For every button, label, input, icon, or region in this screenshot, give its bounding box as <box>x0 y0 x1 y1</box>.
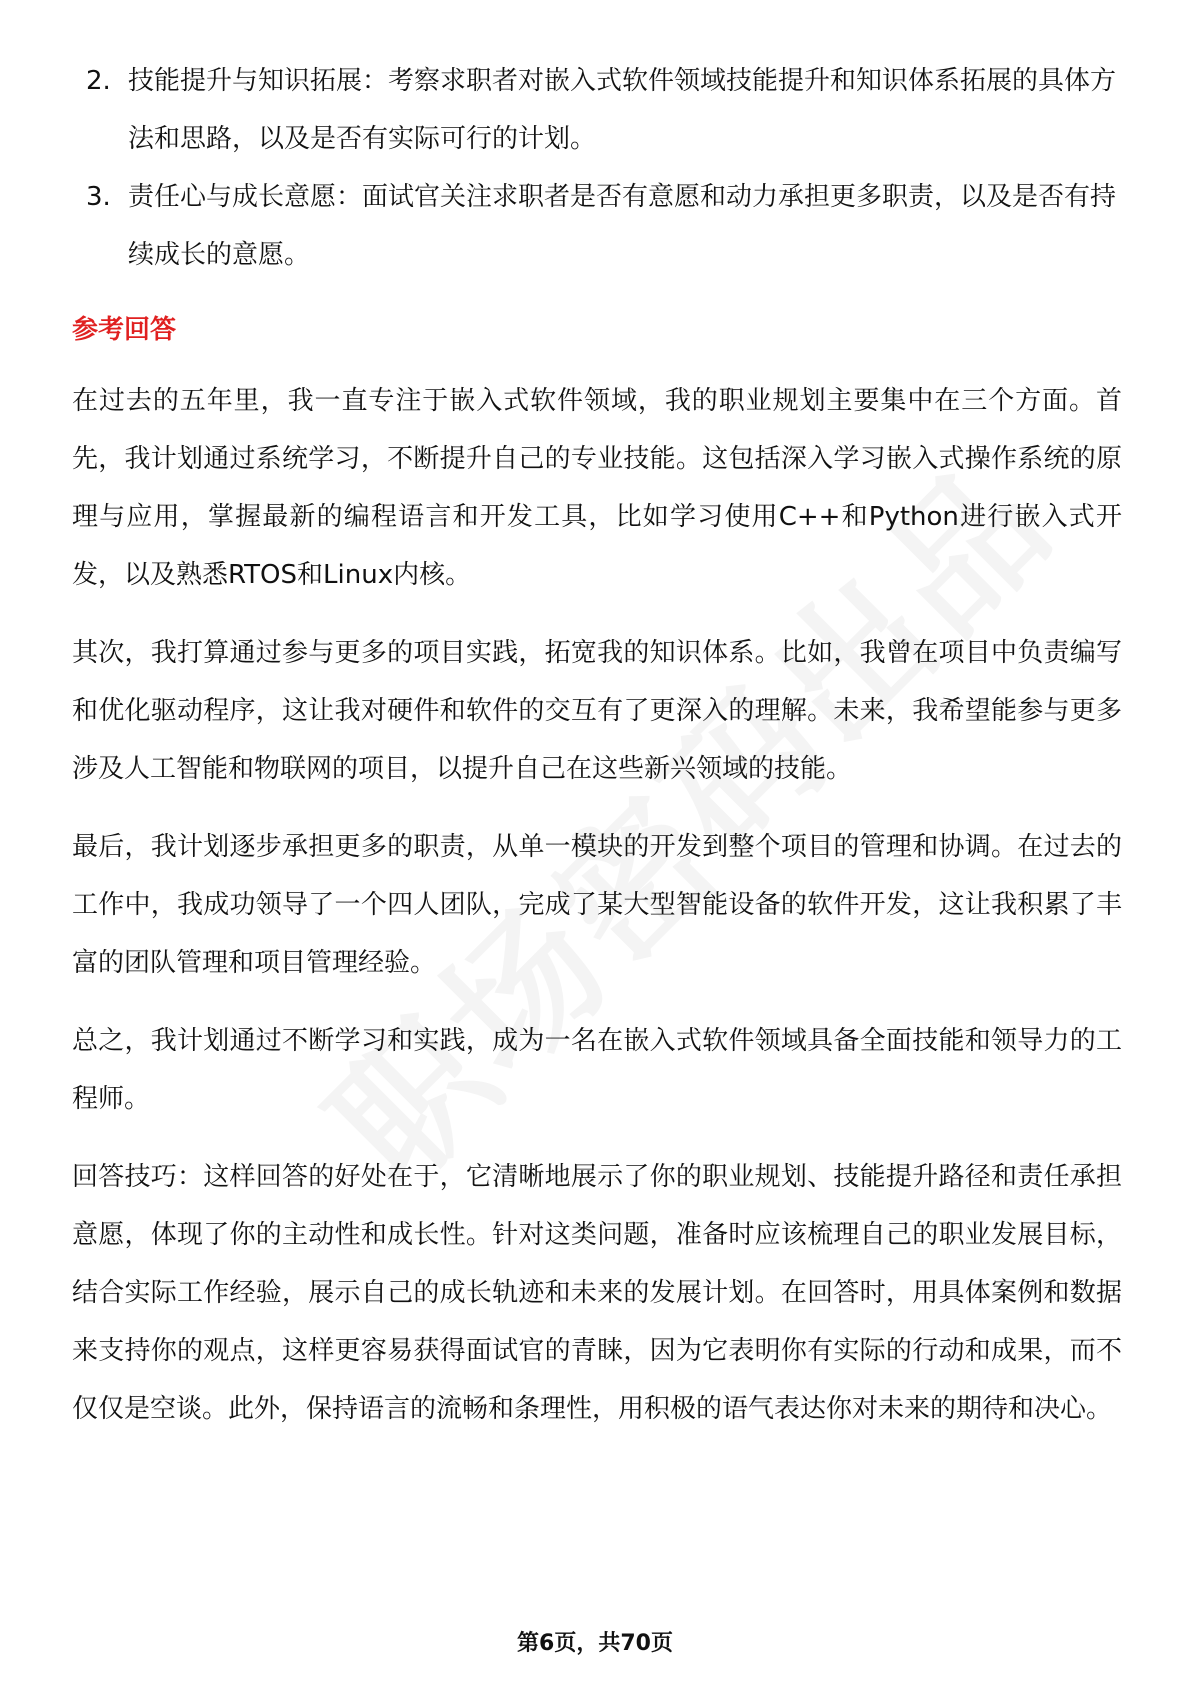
list-item-text: 责任心与成长意愿：面试官关注求职者是否有意愿和动力承担更多职责，以及是否有持续成长的意愿。 <box>128 182 1117 270</box>
page-content <box>72 52 1122 1438</box>
list-item <box>72 52 1122 168</box>
section-title: 参考回答 <box>72 315 177 345</box>
list-item-number: 3. <box>86 182 111 212</box>
list-item-text: 技能提升与知识拓展：考察求职者对嵌入式软件领域技能提升和知识体系拓展的具体方法和思路，以及是否有实际可行的计划。 <box>128 66 1117 154</box>
answer-tips-paragraph: 回答技巧：这样回答的好处在于，它清晰地展示了你的职业规划、技能提升路径和责任承担意愿，体现了你的主动性和成长性。针对这类问题，准备时应该梳理自己的职业发展目标，结合实际工作经验，展示自己的成长轨迹和未来的发展计划。在回答时，用具体案例和数据来支持你的观点，这样更容易获得面试官的青睐，因为它表明你有实际的行动和成果，而不仅仅是空谈。此外，保持语言的流畅和条理性，用积极的语气表达你对未来的期待和决心。 <box>72 1162 1122 1424</box>
list-item <box>72 168 1122 284</box>
answer-paragraph: 其次，我打算通过参与更多的项目实践，拓宽我的知识体系。比如，我曾在项目中负责编写和优化驱动程序，这让我对硬件和软件的交互有了更深入的理解。未来，我希望能参与更多涉及人工智能和物联网的项目，以提升自己在这些新兴领域的技能。 <box>72 638 1122 784</box>
answer-paragraph: 最后，我计划逐步承担更多的职责，从单一模块的开发到整个项目的管理和协调。在过去的工作中，我成功领导了一个四人团队，完成了某大型智能设备的软件开发，这让我积累了丰富的团队管理和项目管理经验。 <box>72 832 1122 978</box>
list-item-number: 2. <box>86 66 111 96</box>
criteria-list <box>72 52 1122 284</box>
answer-paragraph: 在过去的五年里，我一直专注于嵌入式软件领域，我的职业规划主要集中在三个方面。首先，我计划通过系统学习，不断提升自己的专业技能。这包括深入学习嵌入式操作系统的原理与应用，掌握最新的编程语言和开发工具，比如学习使用C++和Python进行嵌入式开发，以及熟悉RTOS和Linux内核。 <box>72 386 1122 590</box>
answer-paragraph: 总之，我计划通过不断学习和实践，成为一名在嵌入式软件领域具备全面技能和领导力的工程师。 <box>72 1026 1122 1114</box>
page-number-footer: 第6页，共70页 <box>517 1631 673 1656</box>
